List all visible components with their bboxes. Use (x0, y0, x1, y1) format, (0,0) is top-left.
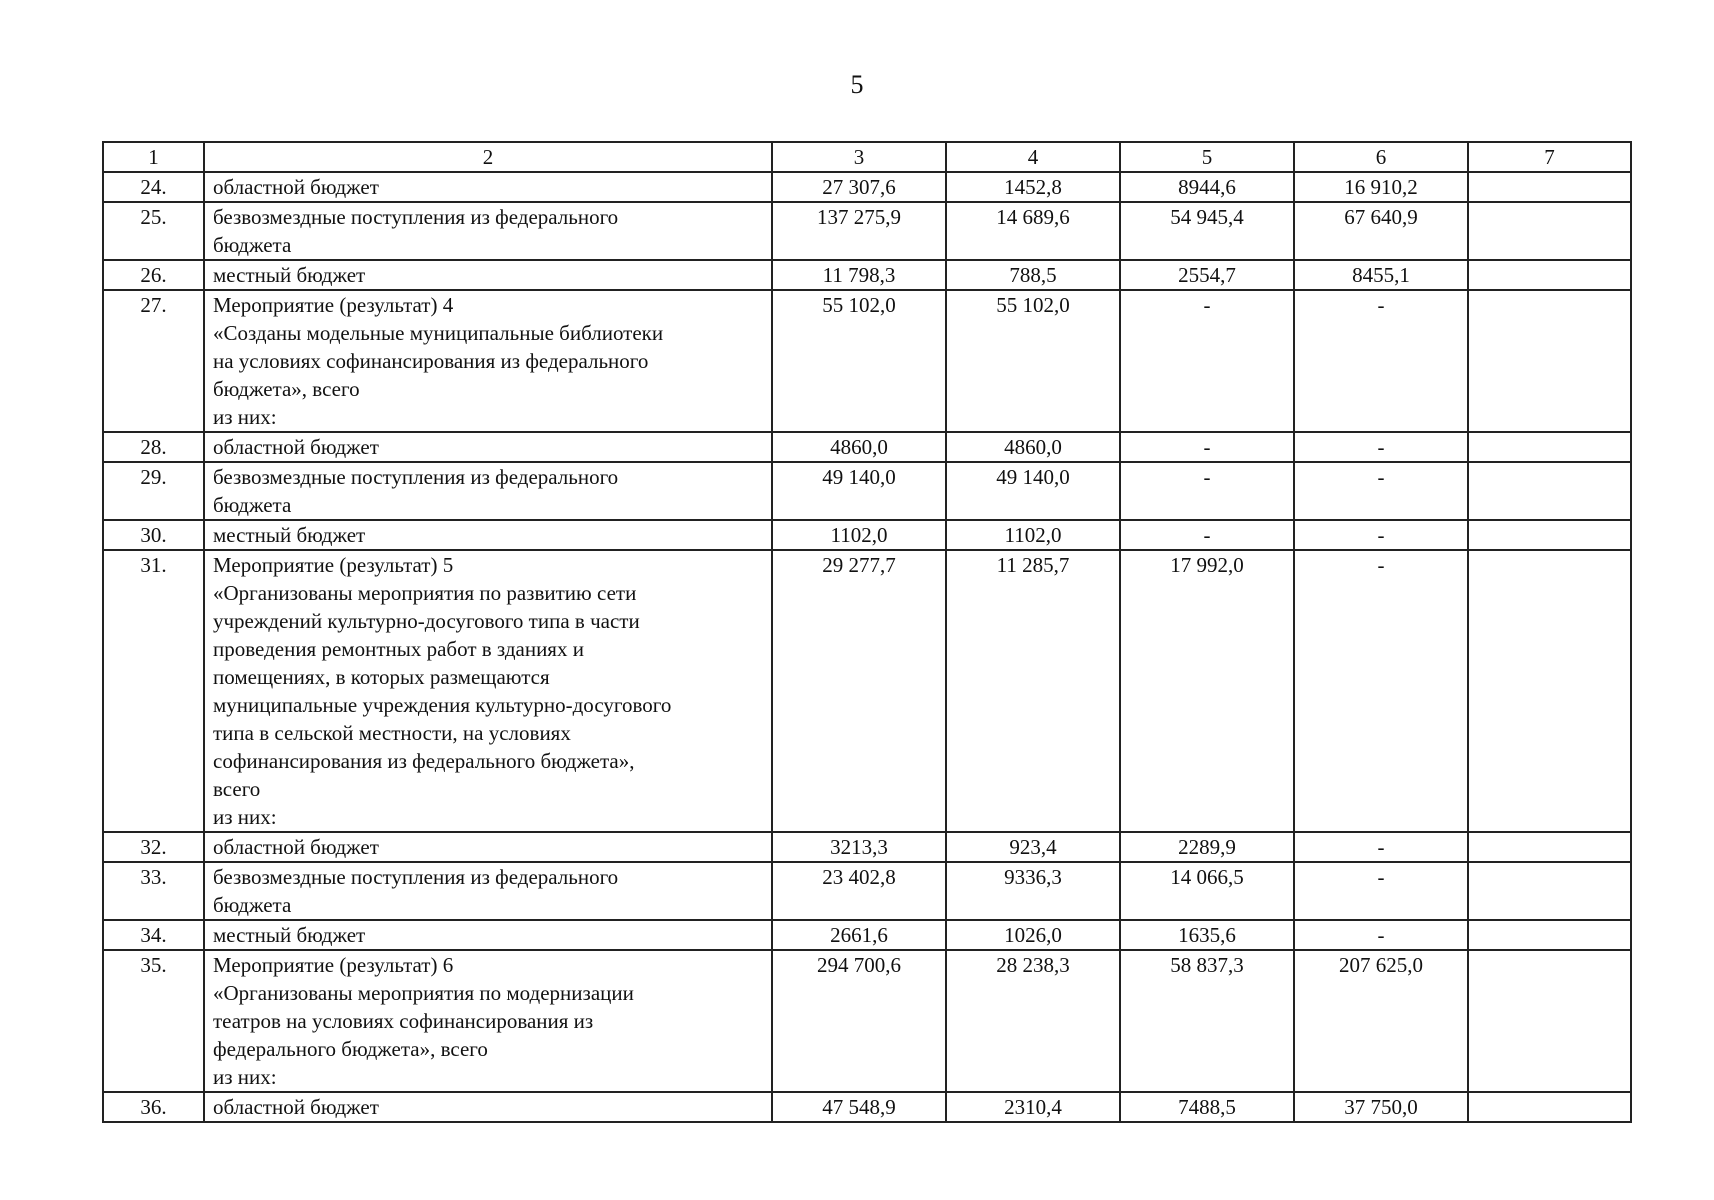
description-line: безвозмездные поступления из федерального (213, 865, 619, 889)
value-cell-col-7 (1468, 290, 1631, 432)
row-number: 36. (103, 1092, 204, 1122)
column-header: 6 (1294, 142, 1468, 172)
value-cell-col-4: 11 285,7 (946, 550, 1120, 832)
value-cell-col-4: 14 689,6 (946, 202, 1120, 260)
value-cell-col-5: - (1120, 462, 1294, 520)
value-cell-col-6: - (1294, 290, 1468, 432)
value-cell-col-4: 1102,0 (946, 520, 1120, 550)
value-cell-col-6: - (1294, 432, 1468, 462)
value-cell-col-3: 137 275,9 (772, 202, 946, 260)
row-description (204, 202, 772, 260)
value-cell-col-6: 8455,1 (1294, 260, 1468, 290)
value-cell-col-3: 2661,6 (772, 920, 946, 950)
description-line: безвозмездные поступления из федерального (213, 465, 619, 489)
value-cell-col-6: - (1294, 832, 1468, 862)
row-number: 27. (103, 290, 204, 432)
table-row (103, 1092, 1631, 1122)
description-line: проведения ремонтных работ в зданиях и (213, 637, 584, 661)
row-description (204, 172, 772, 202)
description-line: всего (213, 777, 261, 801)
value-cell-col-5: 7488,5 (1120, 1092, 1294, 1122)
value-cell-col-7 (1468, 172, 1631, 202)
description-line: безвозмездные поступления из федерального (213, 205, 619, 229)
table-row (103, 260, 1631, 290)
table-row (103, 172, 1631, 202)
value-cell-col-6: - (1294, 520, 1468, 550)
description-line: учреждений культурно-досугового типа в части (213, 609, 640, 633)
description-line: Мероприятие (результат) 4 (213, 293, 454, 317)
value-cell-col-5: 14 066,5 (1120, 862, 1294, 920)
value-cell-col-6: 16 910,2 (1294, 172, 1468, 202)
row-description (204, 920, 772, 950)
value-cell-col-4: 55 102,0 (946, 290, 1120, 432)
value-cell-col-5: 54 945,4 (1120, 202, 1294, 260)
budget-table (102, 141, 1632, 1123)
value-cell-col-7 (1468, 202, 1631, 260)
description-line: «Организованы мероприятия по развитию сети (213, 581, 637, 605)
table-row (103, 432, 1631, 462)
description-line: местный бюджет (213, 263, 366, 287)
description-line: местный бюджет (213, 523, 366, 547)
table-row (103, 862, 1631, 920)
description-line: «Организованы мероприятия по модернизации (213, 981, 634, 1005)
row-description (204, 432, 772, 462)
value-cell-col-4: 9336,3 (946, 862, 1120, 920)
table-row (103, 202, 1631, 260)
value-cell-col-4: 49 140,0 (946, 462, 1120, 520)
value-cell-col-5: - (1120, 432, 1294, 462)
row-number: 34. (103, 920, 204, 950)
row-description (204, 832, 772, 862)
page-number: 5 (850, 70, 864, 99)
description-line: областной бюджет (213, 435, 379, 459)
value-cell-col-6: - (1294, 862, 1468, 920)
value-cell-col-7 (1468, 462, 1631, 520)
value-cell-col-7 (1468, 862, 1631, 920)
description-line: бюджета (213, 493, 292, 517)
column-header: 7 (1468, 142, 1631, 172)
value-cell-col-3: 294 700,6 (772, 950, 946, 1092)
table-row (103, 290, 1631, 432)
value-cell-col-7 (1468, 920, 1631, 950)
description-line: театров на условиях софинансирования из (213, 1009, 594, 1033)
row-number: 28. (103, 432, 204, 462)
row-description (204, 290, 772, 432)
value-cell-col-5: 8944,6 (1120, 172, 1294, 202)
row-description (204, 550, 772, 832)
value-cell-col-4: 923,4 (946, 832, 1120, 862)
description-line: федерального бюджета», всего (213, 1037, 488, 1061)
value-cell-col-5: - (1120, 290, 1294, 432)
description-line: типа в сельской местности, на условиях (213, 721, 571, 745)
value-cell-col-5: 58 837,3 (1120, 950, 1294, 1092)
value-cell-col-5: 2554,7 (1120, 260, 1294, 290)
column-header: 4 (946, 142, 1120, 172)
description-line: из них: (213, 405, 277, 429)
value-cell-col-7 (1468, 550, 1631, 832)
value-cell-col-6: - (1294, 462, 1468, 520)
value-cell-col-3: 11 798,3 (772, 260, 946, 290)
value-cell-col-6: 67 640,9 (1294, 202, 1468, 260)
value-cell-col-6: - (1294, 920, 1468, 950)
row-description (204, 462, 772, 520)
description-line: бюджета (213, 233, 292, 257)
description-line: «Созданы модельные муниципальные библиотеки (213, 321, 664, 345)
description-line: из них: (213, 1065, 277, 1089)
description-line: муниципальные учреждения культурно-досугового (213, 693, 672, 717)
value-cell-col-6: 37 750,0 (1294, 1092, 1468, 1122)
value-cell-col-3: 47 548,9 (772, 1092, 946, 1122)
table-row (103, 950, 1631, 1092)
value-cell-col-6: 207 625,0 (1294, 950, 1468, 1092)
row-number: 24. (103, 172, 204, 202)
value-cell-col-5: - (1120, 520, 1294, 550)
row-number: 25. (103, 202, 204, 260)
table-row (103, 520, 1631, 550)
value-cell-col-7 (1468, 1092, 1631, 1122)
description-line: бюджета», всего (213, 377, 360, 401)
row-description (204, 520, 772, 550)
description-line: областной бюджет (213, 175, 379, 199)
row-number: 33. (103, 862, 204, 920)
table-row (103, 462, 1631, 520)
value-cell-col-7 (1468, 832, 1631, 862)
table-body (103, 172, 1631, 1122)
row-number: 32. (103, 832, 204, 862)
value-cell-col-3: 3213,3 (772, 832, 946, 862)
row-description (204, 862, 772, 920)
value-cell-col-3: 27 307,6 (772, 172, 946, 202)
description-line: бюджета (213, 893, 292, 917)
column-header: 3 (772, 142, 946, 172)
value-cell-col-7 (1468, 260, 1631, 290)
row-number: 29. (103, 462, 204, 520)
row-number: 35. (103, 950, 204, 1092)
value-cell-col-3: 49 140,0 (772, 462, 946, 520)
value-cell-col-4: 4860,0 (946, 432, 1120, 462)
value-cell-col-5: 17 992,0 (1120, 550, 1294, 832)
description-line: областной бюджет (213, 1095, 379, 1119)
value-cell-col-5: 1635,6 (1120, 920, 1294, 950)
description-line: областной бюджет (213, 835, 379, 859)
value-cell-col-7 (1468, 950, 1631, 1092)
table-row (103, 832, 1631, 862)
value-cell-col-6: - (1294, 550, 1468, 832)
description-line: Мероприятие (результат) 6 (213, 953, 454, 977)
value-cell-col-5: 2289,9 (1120, 832, 1294, 862)
value-cell-col-4: 2310,4 (946, 1092, 1120, 1122)
description-line: из них: (213, 805, 277, 829)
value-cell-col-3: 55 102,0 (772, 290, 946, 432)
value-cell-col-4: 1452,8 (946, 172, 1120, 202)
description-line: местный бюджет (213, 923, 366, 947)
row-description (204, 950, 772, 1092)
column-header: 2 (204, 142, 772, 172)
description-line: софинансирования из федерального бюджета», (213, 749, 635, 773)
value-cell-col-3: 29 277,7 (772, 550, 946, 832)
row-description (204, 260, 772, 290)
description-line: помещениях, в которых размещаются (213, 665, 550, 689)
description-line: на условиях софинансирования из федерального (213, 349, 649, 373)
value-cell-col-7 (1468, 520, 1631, 550)
value-cell-col-4: 1026,0 (946, 920, 1120, 950)
table-row (103, 550, 1631, 832)
column-number-row (103, 142, 1631, 172)
value-cell-col-3: 4860,0 (772, 432, 946, 462)
description-line: Мероприятие (результат) 5 (213, 553, 454, 577)
column-header: 1 (103, 142, 204, 172)
value-cell-col-4: 28 238,3 (946, 950, 1120, 1092)
row-description (204, 1092, 772, 1122)
value-cell-col-4: 788,5 (946, 260, 1120, 290)
value-cell-col-7 (1468, 432, 1631, 462)
value-cell-col-3: 23 402,8 (772, 862, 946, 920)
table-row (103, 920, 1631, 950)
column-header: 5 (1120, 142, 1294, 172)
row-number: 26. (103, 260, 204, 290)
row-number: 31. (103, 550, 204, 832)
value-cell-col-3: 1102,0 (772, 520, 946, 550)
row-number: 30. (103, 520, 204, 550)
